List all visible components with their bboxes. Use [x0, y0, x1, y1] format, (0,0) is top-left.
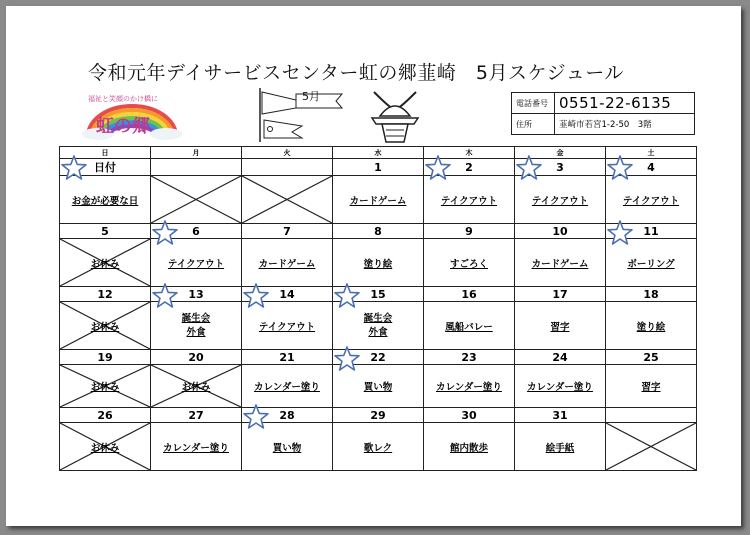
activity-label: カレンダー塗り — [254, 382, 320, 393]
activity-cell — [515, 423, 606, 471]
activity-cell — [151, 302, 242, 350]
schedule-calendar — [59, 146, 697, 471]
date-cell: 7 — [242, 224, 333, 239]
activity-label: 絵手紙 — [545, 442, 575, 454]
date-cell: 9 — [424, 224, 515, 239]
date-cell — [151, 159, 242, 176]
cross-mark — [242, 176, 332, 223]
activity-cell — [424, 365, 515, 408]
date-cell: 30 — [424, 408, 515, 423]
weekday-header: 日 — [60, 147, 151, 159]
activity-label: ボーリング — [627, 258, 675, 270]
activity-label: テイクアウト — [440, 195, 498, 207]
activity-label: 誕生会 — [363, 312, 393, 324]
weekday-header: 木 — [424, 147, 515, 159]
activity-label: 塗り絵 — [363, 258, 393, 270]
activity-cell — [515, 239, 606, 287]
activity-label: 風船バレー — [445, 321, 493, 333]
date-cell: 20 — [151, 350, 242, 365]
weekday-header: 金 — [515, 147, 606, 159]
activity-cell — [424, 423, 515, 471]
date-row — [60, 159, 697, 176]
activity-label: カードゲーム — [258, 258, 316, 270]
activity-label: カレンダー塗り — [163, 442, 229, 454]
activity-label: 誕生会 — [181, 312, 211, 324]
date-cell: 21 — [242, 350, 333, 365]
date-cell: 23 — [424, 350, 515, 365]
date-cell: 6 — [151, 224, 242, 239]
date-cell: 2 — [424, 159, 515, 176]
activity-label: 買い物 — [272, 442, 302, 454]
date-cell: 29 — [333, 408, 424, 423]
star-icon — [243, 404, 269, 430]
address-label: 住所 — [512, 114, 555, 135]
closed-day-cell — [60, 302, 151, 350]
weekday-header: 月 — [151, 147, 242, 159]
date-cell: 25 — [606, 350, 697, 365]
closed-day-cell — [60, 239, 151, 287]
activity-label: テイクアウト — [167, 258, 225, 270]
activity-label: 外食 — [186, 326, 206, 338]
activity-label: テイクアウト — [622, 195, 680, 207]
activity-label: お金が必要な日 — [71, 195, 139, 207]
date-row — [60, 350, 697, 365]
activity-cell — [606, 365, 697, 408]
activity-label: 習字 — [641, 382, 661, 393]
star-icon — [607, 155, 633, 181]
star-icon — [152, 220, 178, 246]
activity-row — [60, 423, 697, 471]
date-cell: 3 — [515, 159, 606, 176]
date-cell: 19 — [60, 350, 151, 365]
activity-cell — [242, 365, 333, 408]
activity-cell — [515, 302, 606, 350]
activity-cell — [606, 176, 697, 224]
activity-label: 歌レク — [363, 442, 393, 454]
kabuto-helmet-icon — [364, 86, 426, 144]
date-cell: 17 — [515, 287, 606, 302]
date-cell: 日付 — [60, 159, 151, 176]
date-cell: 22 — [333, 350, 424, 365]
activity-cell — [333, 239, 424, 287]
date-cell: 27 — [151, 408, 242, 423]
star-icon — [334, 346, 360, 372]
date-cell — [606, 408, 697, 423]
activity-cell — [333, 176, 424, 224]
activity-label: 習字 — [550, 321, 570, 333]
activity-row — [60, 365, 697, 408]
date-cell: 28 — [242, 408, 333, 423]
date-cell: 15 — [333, 287, 424, 302]
activity-cell — [333, 302, 424, 350]
closed-day-cell — [60, 365, 151, 408]
activity-cell — [242, 423, 333, 471]
closed-day-cell — [242, 176, 333, 224]
date-cell: 8 — [333, 224, 424, 239]
activity-cell — [151, 423, 242, 471]
date-cell: 5 — [60, 224, 151, 239]
activity-label: すごろく — [449, 258, 488, 270]
date-cell: 26 — [60, 408, 151, 423]
activity-cell — [515, 176, 606, 224]
phone-label: 電話番号 — [512, 93, 555, 114]
activity-label: お休み — [181, 382, 211, 393]
activity-label: カードゲーム — [531, 258, 589, 270]
date-cell: 12 — [60, 287, 151, 302]
activity-cell — [424, 176, 515, 224]
date-cell: 4 — [606, 159, 697, 176]
closed-day-cell — [606, 423, 697, 471]
logo-name: 虹の郷 — [96, 116, 150, 137]
date-row — [60, 408, 697, 423]
phone-number: 0551-22-6135 — [555, 93, 695, 114]
activity-cell — [151, 239, 242, 287]
star-icon — [425, 155, 451, 181]
date-cell: 10 — [515, 224, 606, 239]
star-icon — [516, 155, 542, 181]
activity-label: お休み — [90, 321, 120, 333]
activity-label: お休み — [90, 442, 120, 454]
activity-cell — [242, 302, 333, 350]
activity-row — [60, 239, 697, 287]
date-cell: 14 — [242, 287, 333, 302]
weekday-header-row — [60, 147, 697, 159]
star-icon — [243, 283, 269, 309]
weekday-header: 土 — [606, 147, 697, 159]
closed-day-cell — [151, 176, 242, 224]
date-cell: 1 — [333, 159, 424, 176]
activity-cell — [424, 302, 515, 350]
activity-label: テイクアウト — [531, 195, 589, 207]
activity-label: 塗り絵 — [636, 321, 666, 333]
logo — [62, 90, 194, 140]
koinobori-illustration — [256, 86, 348, 142]
schedule-sheet — [6, 6, 741, 526]
closed-day-cell — [60, 423, 151, 471]
page-title: 令和元年デイサービスセンター虹の郷韮崎 5月スケジュール — [88, 62, 624, 84]
star-icon — [152, 283, 178, 309]
star-icon — [334, 283, 360, 309]
activity-cell — [60, 176, 151, 224]
activity-label: お休み — [90, 382, 120, 393]
kabuto-illustration — [364, 86, 426, 144]
koinobori-label: 5月 — [302, 90, 320, 103]
activity-label: カレンダー塗り — [436, 382, 502, 393]
activity-label: 買い物 — [363, 382, 393, 393]
activity-cell — [515, 365, 606, 408]
activity-label: 外食 — [368, 326, 388, 338]
activity-row — [60, 302, 697, 350]
activity-label: 館内散歩 — [449, 442, 488, 454]
contact-info-table — [511, 92, 695, 135]
activity-label: お休み — [90, 258, 120, 270]
activity-row — [60, 176, 697, 224]
date-cell: 24 — [515, 350, 606, 365]
activity-cell — [606, 239, 697, 287]
star-icon — [61, 155, 87, 181]
activity-cell — [606, 302, 697, 350]
date-cell: 31 — [515, 408, 606, 423]
date-cell — [242, 159, 333, 176]
closed-day-cell — [151, 365, 242, 408]
weekday-header: 水 — [333, 147, 424, 159]
activity-label: テイクアウト — [258, 321, 316, 333]
date-cell: 13 — [151, 287, 242, 302]
address-value: 韮崎市若宮1-2-50 3階 — [555, 114, 695, 135]
activity-cell — [424, 239, 515, 287]
date-cell: 18 — [606, 287, 697, 302]
activity-label: カードゲーム — [349, 195, 407, 207]
star-icon — [607, 220, 633, 246]
activity-cell — [242, 239, 333, 287]
weekday-header: 火 — [242, 147, 333, 159]
logo-tagline: 福祉と笑顔のかけ橋に — [88, 95, 158, 103]
cross-mark — [606, 423, 696, 470]
activity-label: カレンダー塗り — [527, 382, 593, 393]
date-cell: 16 — [424, 287, 515, 302]
date-cell: 11 — [606, 224, 697, 239]
activity-cell — [333, 423, 424, 471]
cross-mark — [151, 176, 241, 223]
